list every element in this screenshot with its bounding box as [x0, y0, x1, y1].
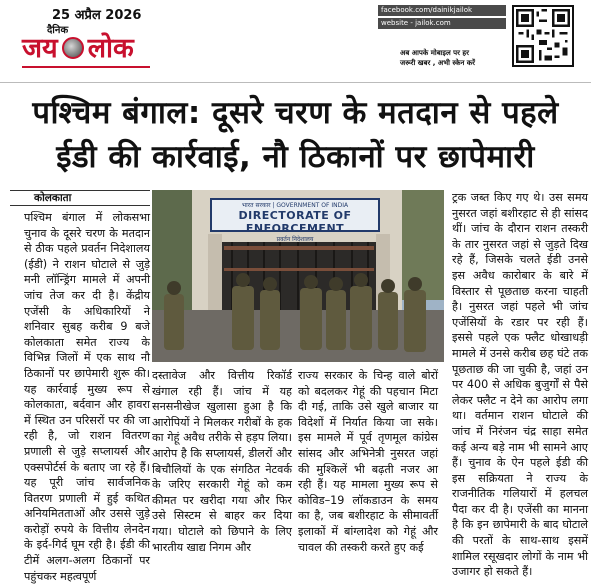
masthead	[0, 0, 591, 82]
logo-underline	[22, 66, 150, 68]
headline-line-1: पश्चिम बंगाल: दूसरे चरण के मतदान से पहले	[32, 95, 559, 131]
article-paragraph-2: दस्तावेज और वित्तीय रिकॉर्ड खंगाल रही हैं। जांच में यह सनसनीखेज खुलासा हुआ है कि आरोपियों ने मिलकर गरीबों के हक का गेहूं अवैध तरीके से हड़प लिया। आरोप है कि सप्लायर्स, डीलरों और बिचौलियों के एक संगठित नेटवर्क के जरिए सरकारी गेहूं को कम कीमत पर खरीदा गया और फिर उसे सिस्टम से बाहर कर दिया गया। घोटाले को छिपाने के लिए भारतीय खाद्य निगम और	[152, 369, 292, 554]
logo-jay-text: जय	[22, 32, 58, 64]
scan-promo	[400, 48, 508, 68]
article-column-1	[10, 210, 150, 583]
signboard-line-3: प्रवर्तन निदेशालय	[276, 236, 314, 243]
signboard-line-2: DIRECTORATE OF ENFORCEMENT	[238, 209, 352, 235]
headline-line-2: ईडी की कार्रवाई, नौ ठिकानों पर छापेमारी	[56, 139, 535, 175]
facebook-link[interactable]: facebook.com/dainikjailok	[378, 5, 506, 16]
news-photo	[152, 190, 444, 362]
newspaper-logo	[22, 30, 134, 66]
logo-lok-text: लोक	[87, 32, 134, 64]
article-paragraph-1: पश्चिम बंगाल में लोकसभा चुनाव के दूसरे चरण के मतदान से ठीक पहले प्रवर्तन निदेशालय (ईडी) ने राशन घोटाले से जुड़े मनी लॉन्ड्रिंग मामले में अपनी जांच तेज कर दी है। केंद्रीय एजेंसी के अधिकारियों ने शनिवार सुबह करीब 9 बजे कोलकाता समेत राज्य के विभिन्न जिलों में एक साथ नौ ठिकानों पर छापेमारी शुरू की। यह कार्रवाई मुख्य रूप से कोलकाता, बर्दवान और हावरा में स्थित उन परिसरों पर की जा रही है, जो राशन वितरण प्रणाली से जुड़े सप्लायर्स और एक्सपोर्टर्स के बताए जा रहे हैं। यह पूरी जांच सार्वजनिक वितरण प्रणाली में हुई कथित अनियमितताओं और उससे जुड़े करोड़ों रुपये के वित्तीय लेनदेन के इर्द-गिर्द घूम रही है। ईडी की टीमें अलग-अलग ठिकानों पर पहुंचकर महत्वपूर्ण	[24, 211, 150, 583]
article-paragraph-4: ट्रक जब्त किए गए थे। उस समय नुसरत जहां बशीरहाट से ही सांसद थीं। जांच के दौरान राशन तस्करी के तार नुसरत जहां से जुड़ते दिख रहे हैं, जिसके चलते ईडी उनसे इस अवैध कारोबार के बारे में विस्तार से पूछताछ करना चाहती है। नुसरत जहां पहले भी जांच एजेंसियों के रडार पर रही हैं। इससे पहले एक फ्लैट धोखाधड़ी मामले में उनसे करीब छह घंटे तक पूछताछ की जा चुकी है, जहां उन पर 400 से अधिक बुजुर्गों से पैसे लेकर फ्लैट न देने का आरोप लगा था। वर्तमान राशन घोटाले की जांच में निरंजन चंद्र साहा समेत कई अन्य बड़े नाम भी सामने आए हैं। चुनाव के ऐन पहले ईडी की इस सक्रियता ने राज्य के राजनीतिक गलियारों में हलचल पैदा कर दी है। एजेंसी का मानना है कि इन छापेमारी के बाद घोटाले की परतों के साथ-साथ इसमें शामिल रसूखदार लोगों के नाम भी उजागर हो सकते हैं।	[452, 191, 588, 579]
article-paragraph-3: राज्य सरकार के चिन्ह वाले बोरों को बदलकर गेहूं की पहचान मिटा दी गई, ताकि उसे खुले बाजार या विदेशों में निर्यात किया जा सके। इस मामले में पूर्व तृणमूल कांग्रेस सांसद और अभिनेत्री नुसरत जहां की मुश्किलें भी बढ़ती नजर आ रही हैं। यह मामला मुख्य रूप से कोविड–19 लॉकडाउन के समय का है, जब बशीरहाट के सीमावर्ती इलाकों में बांग्लादेश को गेहूं और चावल की तस्करी करते हुए कई	[298, 369, 438, 554]
article-column-4	[452, 190, 588, 579]
article-column-3	[298, 368, 438, 553]
social-links	[378, 5, 506, 31]
qr-code-icon[interactable]	[512, 5, 574, 67]
issue-date: 25 अप्रैल 2026	[52, 8, 142, 23]
headline-block	[0, 82, 591, 187]
globe-icon	[62, 37, 84, 59]
article-column-2	[152, 368, 292, 553]
promo-line-2: जरूरी खबर , अभी स्केन करें	[400, 59, 476, 67]
ed-signboard	[210, 198, 380, 243]
dateline: कोलकाता	[10, 190, 150, 206]
signboard-line-1: भारत सरकार | GOVERNMENT OF INDIA	[241, 202, 349, 209]
promo-line-1: अब आपके मोबाइल पर हर	[400, 49, 470, 57]
website-link[interactable]: website - jailok.com	[378, 18, 506, 29]
logo-dainik-text: दैनिक	[47, 25, 69, 36]
